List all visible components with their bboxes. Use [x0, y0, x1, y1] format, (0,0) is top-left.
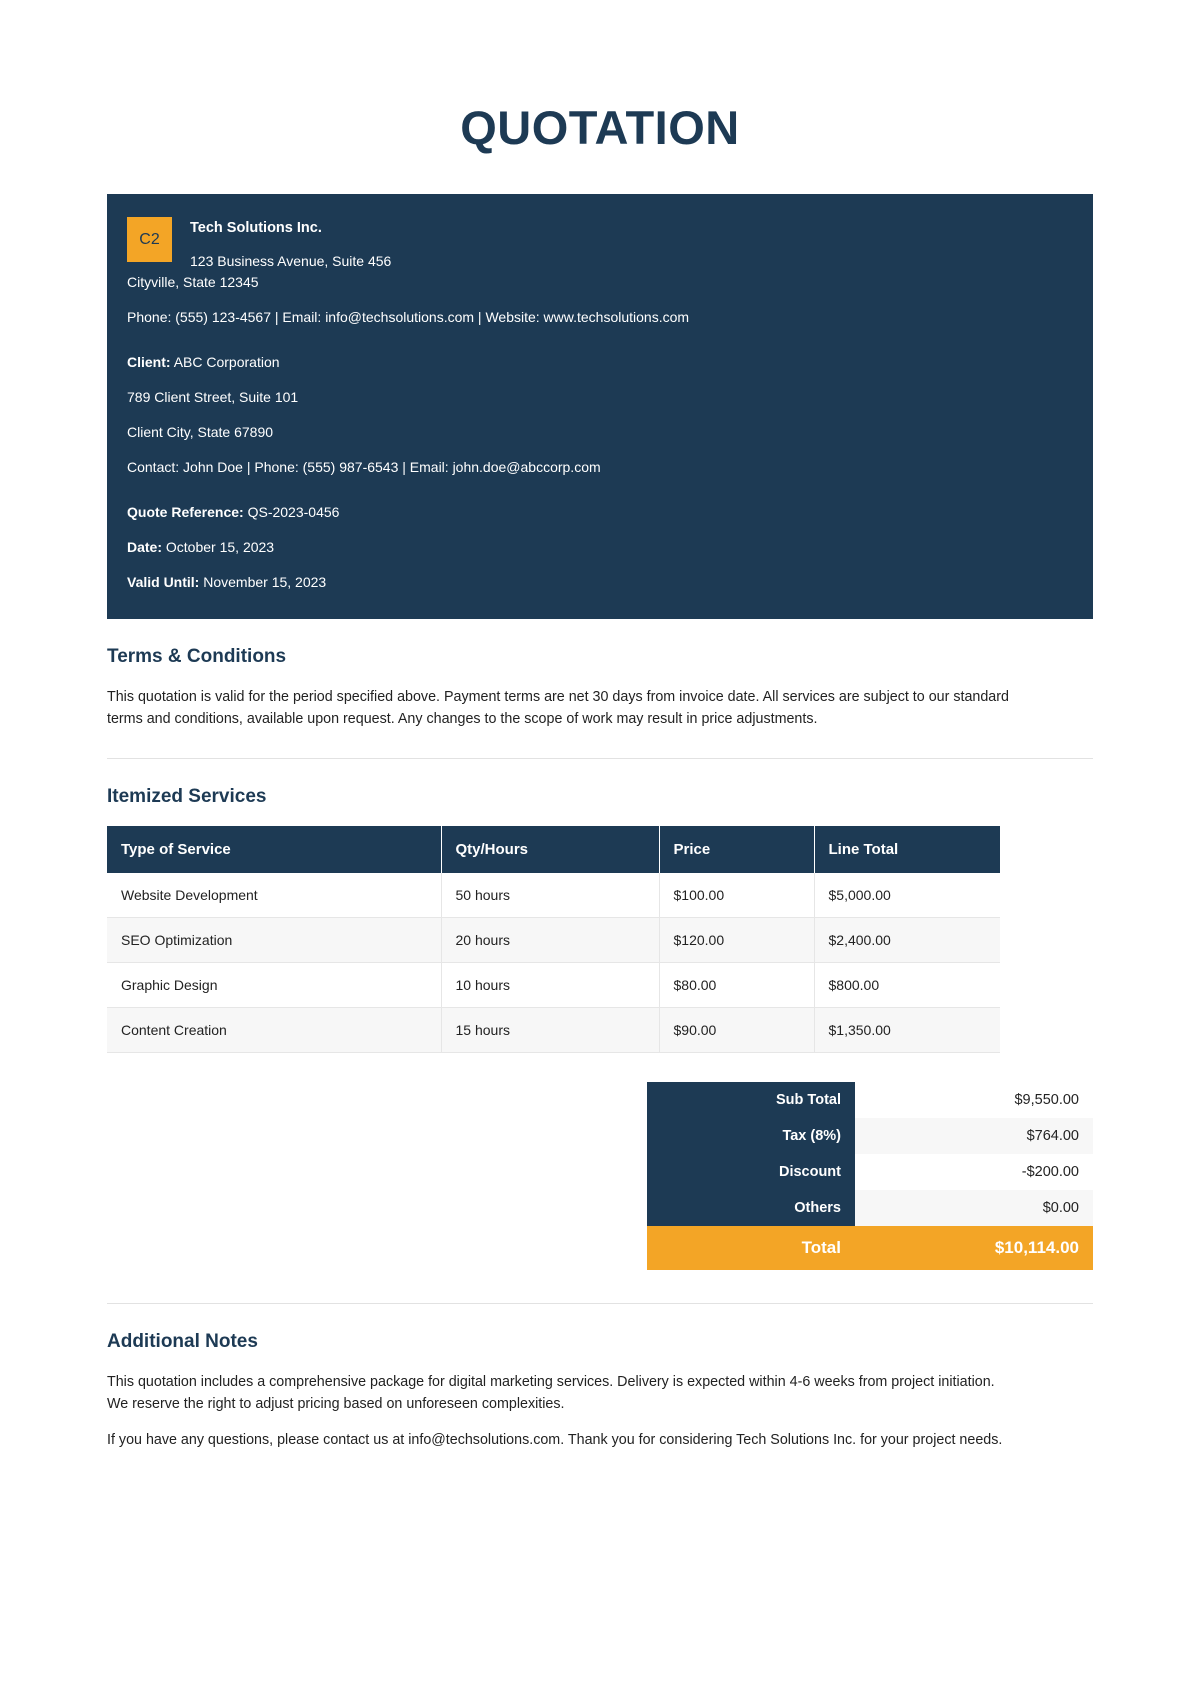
- column-header-line-total: Line Total: [814, 826, 1000, 873]
- company-block: [127, 217, 1073, 272]
- quote-valid-value: November 15, 2023: [203, 573, 327, 590]
- cell-price: $90.00: [659, 1008, 814, 1053]
- page-title: QUOTATION: [460, 101, 740, 154]
- quote-reference-value: QS-2023-0456: [247, 503, 340, 520]
- company-address-line1: 123 Business Avenue, Suite 456: [190, 252, 392, 269]
- company-text: [190, 217, 391, 272]
- cell-service: SEO Optimization: [107, 918, 441, 963]
- column-header-price: Price: [659, 826, 814, 873]
- totals-row-tax: [647, 1118, 1093, 1154]
- quote-reference-line: [127, 502, 1073, 523]
- grand-total-label: Total: [647, 1226, 855, 1270]
- section-divider-items: [107, 758, 1093, 759]
- cell-qty: 20 hours: [441, 918, 659, 963]
- grand-total-value: $10,114.00: [855, 1226, 1093, 1270]
- cell-price: $100.00: [659, 873, 814, 918]
- totals-table: [647, 1082, 1093, 1270]
- quote-meta-block: [127, 502, 1073, 593]
- cell-price: $120.00: [659, 918, 814, 963]
- table-header-row: [107, 826, 1000, 873]
- quote-valid-label: Valid Until:: [127, 573, 200, 590]
- subtotal-value: $9,550.00: [855, 1082, 1093, 1118]
- table-row: [107, 963, 1000, 1008]
- quote-date-line: [127, 537, 1073, 558]
- client-name: ABC Corporation: [173, 353, 280, 370]
- cell-qty: 10 hours: [441, 963, 659, 1008]
- cell-service: Graphic Design: [107, 963, 441, 1008]
- notes-paragraph-2: If you have any questions, please contact us at info@techsolutions.com. Thank you for considering Tech Solutions Inc. for your project needs.: [107, 1432, 1003, 1449]
- column-header-service: Type of Service: [107, 826, 441, 873]
- quote-valid-line: [127, 572, 1073, 593]
- client-label: Client:: [127, 353, 171, 370]
- terms-heading: Terms & Conditions: [107, 645, 287, 667]
- cell-qty: 15 hours: [441, 1008, 659, 1053]
- totals-row-grand-total: [647, 1226, 1093, 1270]
- totals-row-others: [647, 1190, 1093, 1226]
- cell-line-total: $2,400.00: [814, 918, 1000, 963]
- quote-date-label: Date:: [127, 538, 163, 555]
- others-label: Others: [647, 1190, 855, 1226]
- client-address-line1: 789 Client Street, Suite 101: [127, 388, 299, 405]
- client-contact-line: Contact: John Doe | Phone: (555) 987-6543 | Email: john.doe@abccorp.com: [127, 458, 601, 475]
- totals-section: [107, 1082, 1093, 1270]
- cell-service: Website Development: [107, 873, 441, 918]
- quote-date-value: October 15, 2023: [165, 538, 275, 555]
- company-logo-icon: C2: [127, 217, 172, 262]
- company-name: Tech Solutions Inc.: [190, 220, 322, 237]
- items-heading: Itemized Services: [107, 786, 267, 808]
- client-address-line2: Client City, State 67890: [127, 423, 274, 440]
- terms-body: This quotation is valid for the period specified above. Payment terms are net 30 days from invoice date. All services are subject to our standard terms and conditions, available upon request. Any changes to the scope of work may result in price adjustments.: [107, 688, 1009, 727]
- header-panel: [107, 194, 1093, 619]
- client-name-line: [127, 352, 1073, 373]
- cell-service: Content Creation: [107, 1008, 441, 1053]
- cell-qty: 50 hours: [441, 873, 659, 918]
- others-value: $0.00: [855, 1190, 1093, 1226]
- subtotal-label: Sub Total: [647, 1082, 855, 1118]
- discount-label: Discount: [647, 1154, 855, 1190]
- notes-heading: Additional Notes: [107, 1331, 258, 1353]
- discount-value: -$200.00: [855, 1154, 1093, 1190]
- cell-line-total: $5,000.00: [814, 873, 1000, 918]
- totals-row-subtotal: [647, 1082, 1093, 1118]
- totals-row-discount: [647, 1154, 1093, 1190]
- cell-price: $80.00: [659, 963, 814, 1008]
- company-address-line2: Cityville, State 12345: [127, 273, 259, 290]
- tax-label: Tax (8%): [647, 1118, 855, 1154]
- table-row: [107, 873, 1000, 918]
- table-row: [107, 1008, 1000, 1053]
- column-header-qty: Qty/Hours: [441, 826, 659, 873]
- tax-value: $764.00: [855, 1118, 1093, 1154]
- section-divider-notes: [107, 1303, 1093, 1304]
- client-block: [127, 352, 1073, 478]
- cell-line-total: $1,350.00: [814, 1008, 1000, 1053]
- cell-line-total: $800.00: [814, 963, 1000, 1008]
- itemized-services-table: [107, 826, 1000, 1053]
- notes-paragraph-1: This quotation includes a comprehensive package for digital marketing services. Delivery is expected within 4-6 weeks from project initiation. We reserve the right to adjust pricing based on unforeseen complexities.: [107, 1374, 995, 1413]
- quote-reference-label: Quote Reference:: [127, 503, 244, 520]
- table-row: [107, 918, 1000, 963]
- company-contact-line: Phone: (555) 123-4567 | Email: info@techsolutions.com | Website: www.techsolutions.com: [127, 308, 690, 325]
